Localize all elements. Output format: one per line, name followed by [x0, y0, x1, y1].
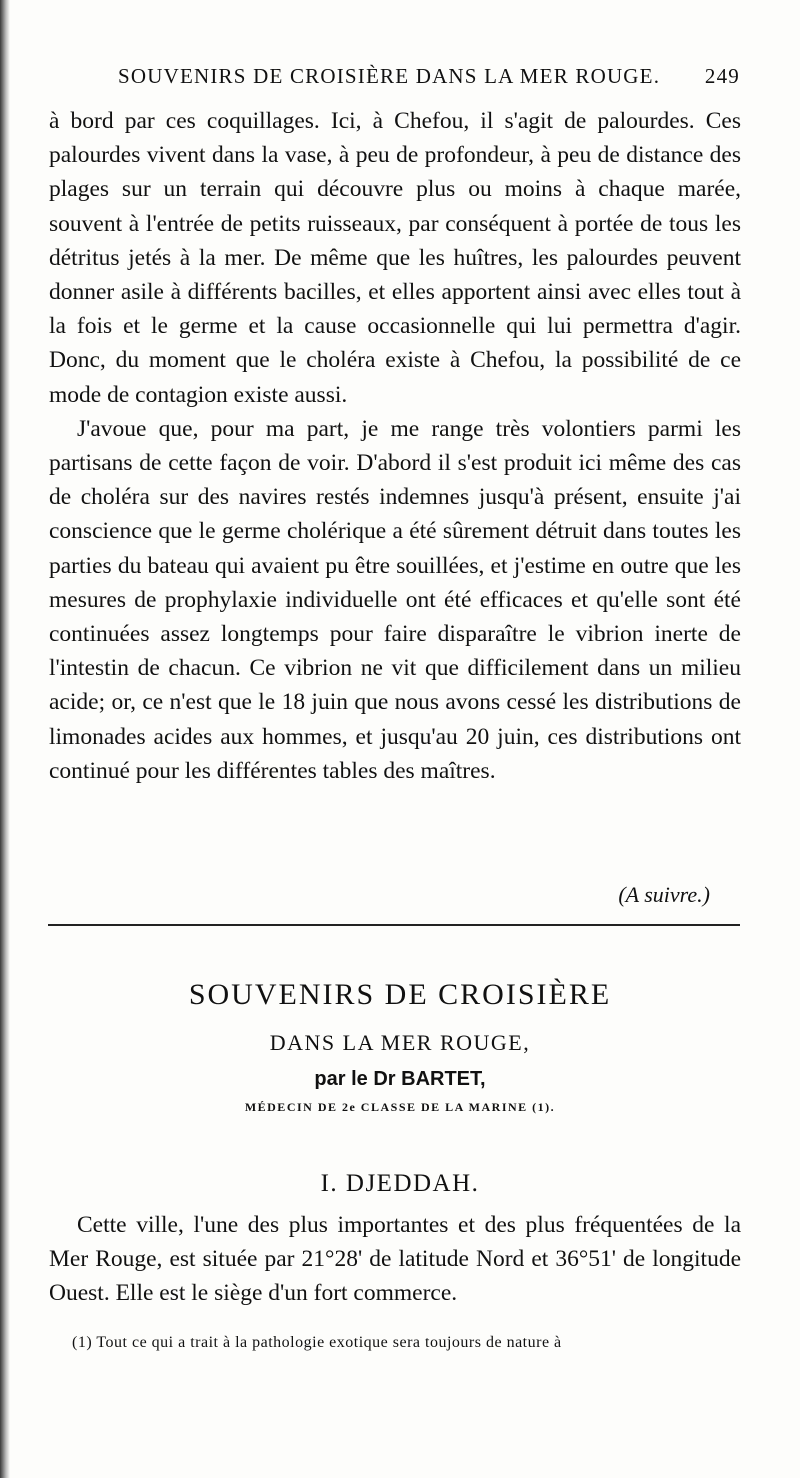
- running-title: SOUVENIRS DE CROISIÈRE DANS LA MER ROUGE.: [118, 64, 661, 88]
- to-be-continued: (A suivre.): [618, 882, 710, 907]
- article-title: SOUVENIRS DE CROISIÈRE: [188, 978, 612, 1011]
- paragraph-1: à bord par ces coquillages. Ici, à Chefou, il s'agit de palourdes. Ces palourdes vivent dans la vase, à peu de profondeur, à peu de distance des plages sur un terrain qui découvre plus ou moins à chaque marée, souvent à l'entrée de petits ruisseaux, par conséquent à portée de tous les détritus jetés à la mer. De même que les huîtres, les palourdes peuvent donner asile à différents bacilles, et elles apportent ainsi avec elles tout à la fois et le germe et la cause occasionnelle qui lui permettra d'agir. Donc, du moment que le choléra existe à Chefou, la possibilité de ce mode de contagion existe aussi.: [49, 108, 741, 408]
- continued-text: [49, 104, 741, 788]
- article-author: par le Dr BARTET,: [314, 1068, 486, 1090]
- article-subtitle: DANS LA MER ROUGE,: [269, 1030, 531, 1055]
- page-binding-shadow: [0, 0, 10, 1478]
- section-heading: I. DJEDDAH.: [320, 1170, 480, 1197]
- page-number: 249: [704, 64, 740, 88]
- running-head: [118, 64, 740, 89]
- author-role: MÉDECIN DE 2e CLASSE DE LA MARINE (1).: [244, 1100, 556, 1114]
- paragraph-2: J'avoue que, pour ma part, je me range très volontiers parmi les partisans de cette façon de voir. D'abord il s'est produit ici même des cas de choléra sur des navires restés indemnes jusqu'à présent, ensuite j'ai conscience que le germe cholérique a été sûrement détruit dans toutes les parties du bateau qui avaient pu être souillées, et j'estime en outre que les mesures de prophylaxie individuelle ont été efficaces et qu'elle sont été continuées assez longtemps pour faire disparaître le vibrion inerte de l'intestin de chacun. Ce vibrion ne vit que difficilement dans un milieu acide; or, ce n'est que le 18 juin que nous avons cessé les distributions de limonades acides aux hommes, et jusqu'au 20 juin, ces distributions ont continué pour les différentes tables des maîtres.: [49, 415, 741, 784]
- paragraph-3: Cette ville, l'une des plus importantes et des plus fréquentées de la Mer Rouge, est située par 21°28' de latitude Nord et 36°51' de longitude Ouest. Elle est le siège d'un fort commerce.: [49, 1212, 741, 1307]
- section-divider: [48, 924, 740, 926]
- article-body: [49, 1208, 741, 1311]
- footnote: (1) Tout ce qui a trait à la pathologie exotique sera toujours de nature à: [72, 1334, 562, 1351]
